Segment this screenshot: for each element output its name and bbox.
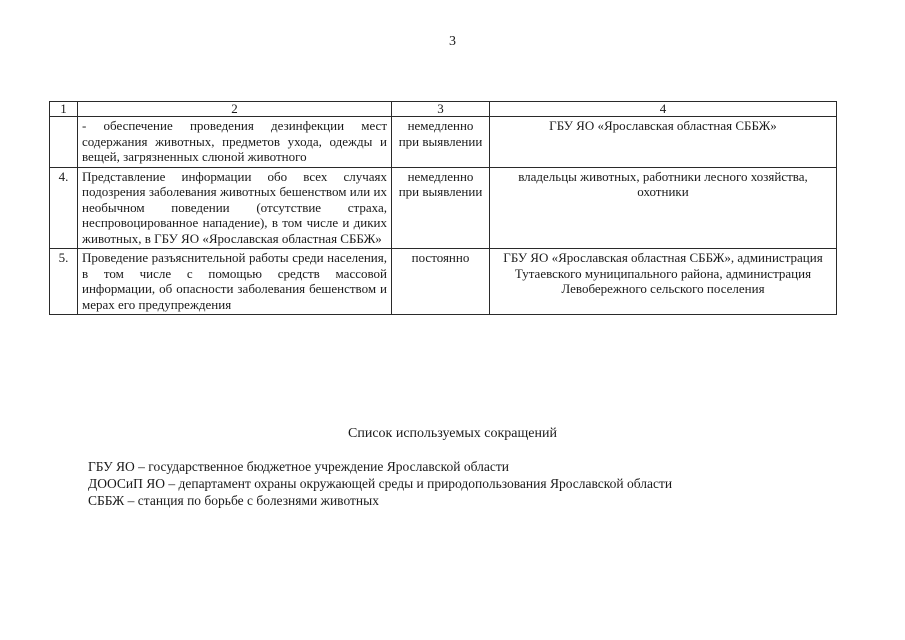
table-header-row xyxy=(50,102,837,117)
header-cell: 1 xyxy=(50,102,78,117)
deadline-cell: немедленно при выявлении xyxy=(392,117,490,168)
deadline-cell: постоянно xyxy=(392,249,490,315)
abbreviation-item: ГБУ ЯО – государственное бюджетное учреждение Ярославской области xyxy=(88,459,509,474)
deadline-cell: немедленно при выявлении xyxy=(392,167,490,249)
table-row xyxy=(50,167,837,249)
responsible-cell: владельцы животных, работники лесного хозяйства, охотники xyxy=(490,167,837,249)
responsible-cell: ГБУ ЯО «Ярославская областная СББЖ», администрация Тутаевского муниципального района, администрация Левобережного сельского поселения xyxy=(490,249,837,315)
measure-description-cell: - обеспечение проведения дезинфекции мест содержания животных, предметов ухода, одежды и вещей, загрязненных слюной животного xyxy=(78,117,392,168)
header-cell: 3 xyxy=(392,102,490,117)
responsible-cell: ГБУ ЯО «Ярославская областная СББЖ» xyxy=(490,117,837,168)
header-cell: 2 xyxy=(78,102,392,117)
abbreviations-list xyxy=(88,458,672,509)
measures-table xyxy=(49,101,837,315)
abbreviation-item: ДООСиП ЯО – департамент охраны окружающей среды и природопользования Ярославской области xyxy=(88,476,673,491)
row-number-cell xyxy=(50,117,78,168)
page-number: 3 xyxy=(449,34,456,49)
table-row xyxy=(50,117,837,168)
header-cell: 4 xyxy=(490,102,837,117)
row-number-cell: 5. xyxy=(50,249,78,315)
table-row xyxy=(50,249,837,315)
row-number-cell: 4. xyxy=(50,167,78,249)
measure-description-cell: Представление информации обо всех случаях подозрения заболевания животных бешенством или их необычном поведении (отсутствие страха, неспровоцированное нападение), в том числе и диких животных, в ГБУ ЯО «Ярославская областная СББЖ» xyxy=(78,167,392,249)
measure-description-cell: Проведение разъяснительной работы среди населения, в том числе с помощью средств массовой информации, об опасности заболевания бешенством и мерах его предупреждения xyxy=(78,249,392,315)
abbreviation-item: СББЖ – станция по борьбе с болезнями животных xyxy=(88,493,379,508)
abbreviations-title: Список используемых сокращений xyxy=(348,426,557,441)
